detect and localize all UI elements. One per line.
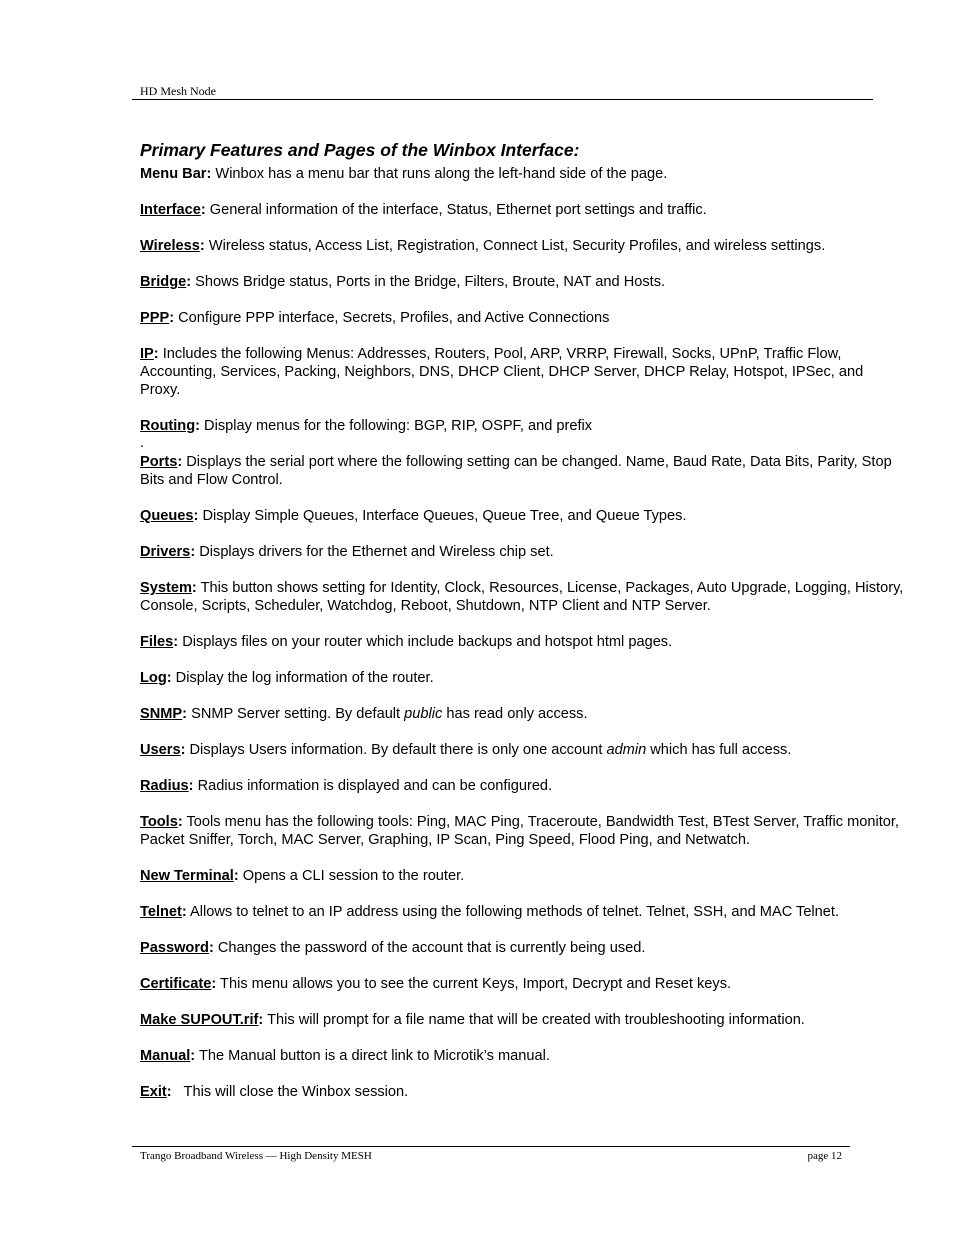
feature-term: Ports — [140, 454, 178, 470]
feature-desc: Tools menu has the following tools: Ping, MAC Ping, Traceroute, Bandwidth Test, BTest Server, Traffic monitor, Packet Sniffer, Torch, MAC Server, Graphing, IP Scan, Ping Speed, Flood Ping, and Netwatch. — [140, 814, 899, 848]
feature-desc-tail: which has full access. — [646, 742, 792, 758]
feature-desc: Configure PPP interface, Secrets, Profiles, and Active Connections — [174, 310, 610, 326]
feature-term: New Terminal — [140, 868, 234, 884]
feature-desc: The Manual button is a direct link to Microtik’s manual. — [195, 1048, 550, 1064]
feature-colon: : — [173, 634, 179, 650]
feature-colon: : — [182, 706, 188, 722]
feature-colon: : — [180, 742, 186, 758]
feature-term: Make SUPOUT.rif — [140, 1012, 259, 1028]
feature-menu-bar — [140, 165, 905, 183]
footer-doc-title: Trango Broadband Wireless — High Density MESH — [140, 1150, 372, 1162]
feature-term: Queues — [140, 508, 194, 524]
feature-desc-tail: has read only access. — [442, 706, 588, 722]
feature-colon: : — [190, 544, 196, 560]
feature-colon: : — [200, 202, 206, 218]
feature-term: PPP — [140, 310, 170, 326]
feature-emphasis: public — [404, 706, 443, 722]
feature-desc: Displays drivers for the Ethernet and Wireless chip set. — [195, 544, 554, 560]
feature-term: Radius — [140, 778, 189, 794]
feature-drivers — [140, 543, 905, 561]
feature-desc: This button shows setting for Identity, Clock, Resources, License, Packages, Auto Upgrade, Logging, History, Console, Scripts, Scheduler, Watchdog, Reboot, Shutdown, NTP Client and NTP Server. — [140, 580, 904, 614]
feature-desc: Winbox has a menu bar that runs along the left-hand side of the page. — [211, 166, 668, 182]
page-footer — [132, 1146, 850, 1167]
feature-desc: Wireless status, Access List, Registration, Connect List, Security Profiles, and wireless settings. — [204, 238, 826, 254]
feature-term: IP — [140, 346, 154, 362]
feature-colon: : — [193, 508, 199, 524]
feature-colon: : — [208, 940, 214, 956]
feature-desc: Radius information is displayed and can be configured. — [193, 778, 553, 794]
feature-term: Drivers — [140, 544, 191, 560]
page-header — [132, 84, 873, 100]
feature-new-terminal — [140, 867, 905, 885]
feature-term: Files — [140, 634, 174, 650]
page-content — [140, 139, 905, 1119]
feature-term: Manual — [140, 1048, 191, 1064]
feature-term: Bridge — [140, 274, 187, 290]
feature-desc: Display the log information of the router. — [171, 670, 434, 686]
feature-queues — [140, 507, 905, 525]
feature-tools — [140, 813, 905, 849]
feature-desc: Changes the password of the account that is currently being used. — [213, 940, 646, 956]
feature-bridge — [140, 273, 905, 291]
feature-colon: : — [177, 814, 183, 830]
feature-emphasis: admin — [606, 742, 647, 758]
footer-page-number: page 12 — [807, 1150, 842, 1162]
feature-colon: : — [188, 778, 194, 794]
feature-colon: : — [191, 580, 197, 596]
feature-colon: : — [153, 346, 159, 362]
feature-colon: : — [258, 1012, 264, 1028]
feature-password — [140, 939, 905, 957]
feature-term: System — [140, 580, 192, 596]
feature-colon: : — [166, 1084, 172, 1100]
feature-exit — [140, 1083, 905, 1101]
feature-desc: This will prompt for a file name that will be created with troubleshooting information. — [263, 1012, 805, 1028]
feature-term: Log — [140, 670, 167, 686]
feature-term: Routing — [140, 418, 196, 434]
feature-term: Exit — [140, 1084, 167, 1100]
feature-log — [140, 669, 905, 687]
feature-desc: Displays the serial port where the following setting can be changed. Name, Baud Rate, Data Bits, Parity, Stop Bits and Flow Control. — [140, 454, 892, 488]
feature-colon: : — [181, 904, 187, 920]
feature-files — [140, 633, 905, 651]
feature-colon: : — [211, 976, 217, 992]
feature-ports — [140, 453, 905, 489]
feature-routing — [140, 417, 905, 435]
feature-term: Telnet — [140, 904, 182, 920]
feature-term: Users — [140, 742, 181, 758]
feature-term: Tools — [140, 814, 178, 830]
feature-desc: SNMP Server setting. By default — [187, 706, 405, 722]
feature-desc: Display Simple Queues, Interface Queues, Queue Tree, and Queue Types. — [198, 508, 687, 524]
feature-term: Password — [140, 940, 209, 956]
feature-desc: Includes the following Menus: Addresses, Routers, Pool, ARP, VRRP, Firewall, Socks, UPnP, Traffic Flow, Accounting, Services, Packing, Neighbors, DNS, DHCP Client, DHCP Server, DHCP Relay, Hotspot, IPSec, and Proxy. — [140, 346, 864, 398]
feature-term: SNMP — [140, 706, 183, 722]
feature-colon: : — [199, 238, 205, 254]
section-title: Primary Features and Pages of the Winbox Interface: — [140, 140, 580, 160]
feature-colon: : — [169, 310, 175, 326]
feature-desc: This will close the Winbox session. — [171, 1084, 409, 1100]
feature-interface — [140, 201, 905, 219]
feature-term: Wireless — [140, 238, 200, 254]
feature-colon: : — [195, 418, 200, 434]
feature-manual — [140, 1047, 905, 1065]
feature-desc: This menu allows you to see the current Keys, Import, Decrypt and Reset keys. — [216, 976, 732, 992]
feature-colon: : — [166, 670, 172, 686]
feature-term: Certificate — [140, 976, 212, 992]
feature-colon: : — [233, 868, 239, 884]
feature-users — [140, 741, 905, 759]
feature-radius — [140, 777, 905, 795]
feature-desc: General information of the interface, Status, Ethernet port settings and traffic. — [205, 202, 707, 218]
feature-desc: Opens a CLI session to the router. — [238, 868, 465, 884]
feature-wireless — [140, 237, 905, 255]
routing-trailing-dot: . — [140, 435, 145, 451]
header-title: HD Mesh Node — [140, 84, 216, 98]
feature-certificate — [140, 975, 905, 993]
feature-ppp — [140, 309, 905, 327]
feature-colon: : — [177, 454, 183, 470]
feature-desc: Displays Users information. By default there is only one account — [185, 742, 607, 758]
feature-snmp — [140, 705, 905, 723]
feature-ip — [140, 345, 905, 399]
feature-term: Menu Bar: — [140, 166, 212, 182]
feature-colon: : — [186, 274, 192, 290]
feature-desc: Allows to telnet to an IP address using the following methods of telnet. Telnet, SSH, and MAC Telnet. — [186, 904, 840, 920]
feature-telnet — [140, 903, 905, 921]
feature-desc: Shows Bridge status, Ports in the Bridge, Filters, Broute, NAT and Hosts. — [191, 274, 666, 290]
feature-desc: Displays files on your router which include backups and hotspot html pages. — [178, 634, 673, 650]
feature-system — [140, 579, 905, 615]
feature-term: Interface — [140, 202, 201, 218]
feature-colon: : — [190, 1048, 196, 1064]
feature-make-supout — [140, 1011, 905, 1029]
feature-desc: Display menus for the following: BGP, RIP, OSPF, and prefix — [200, 418, 593, 434]
